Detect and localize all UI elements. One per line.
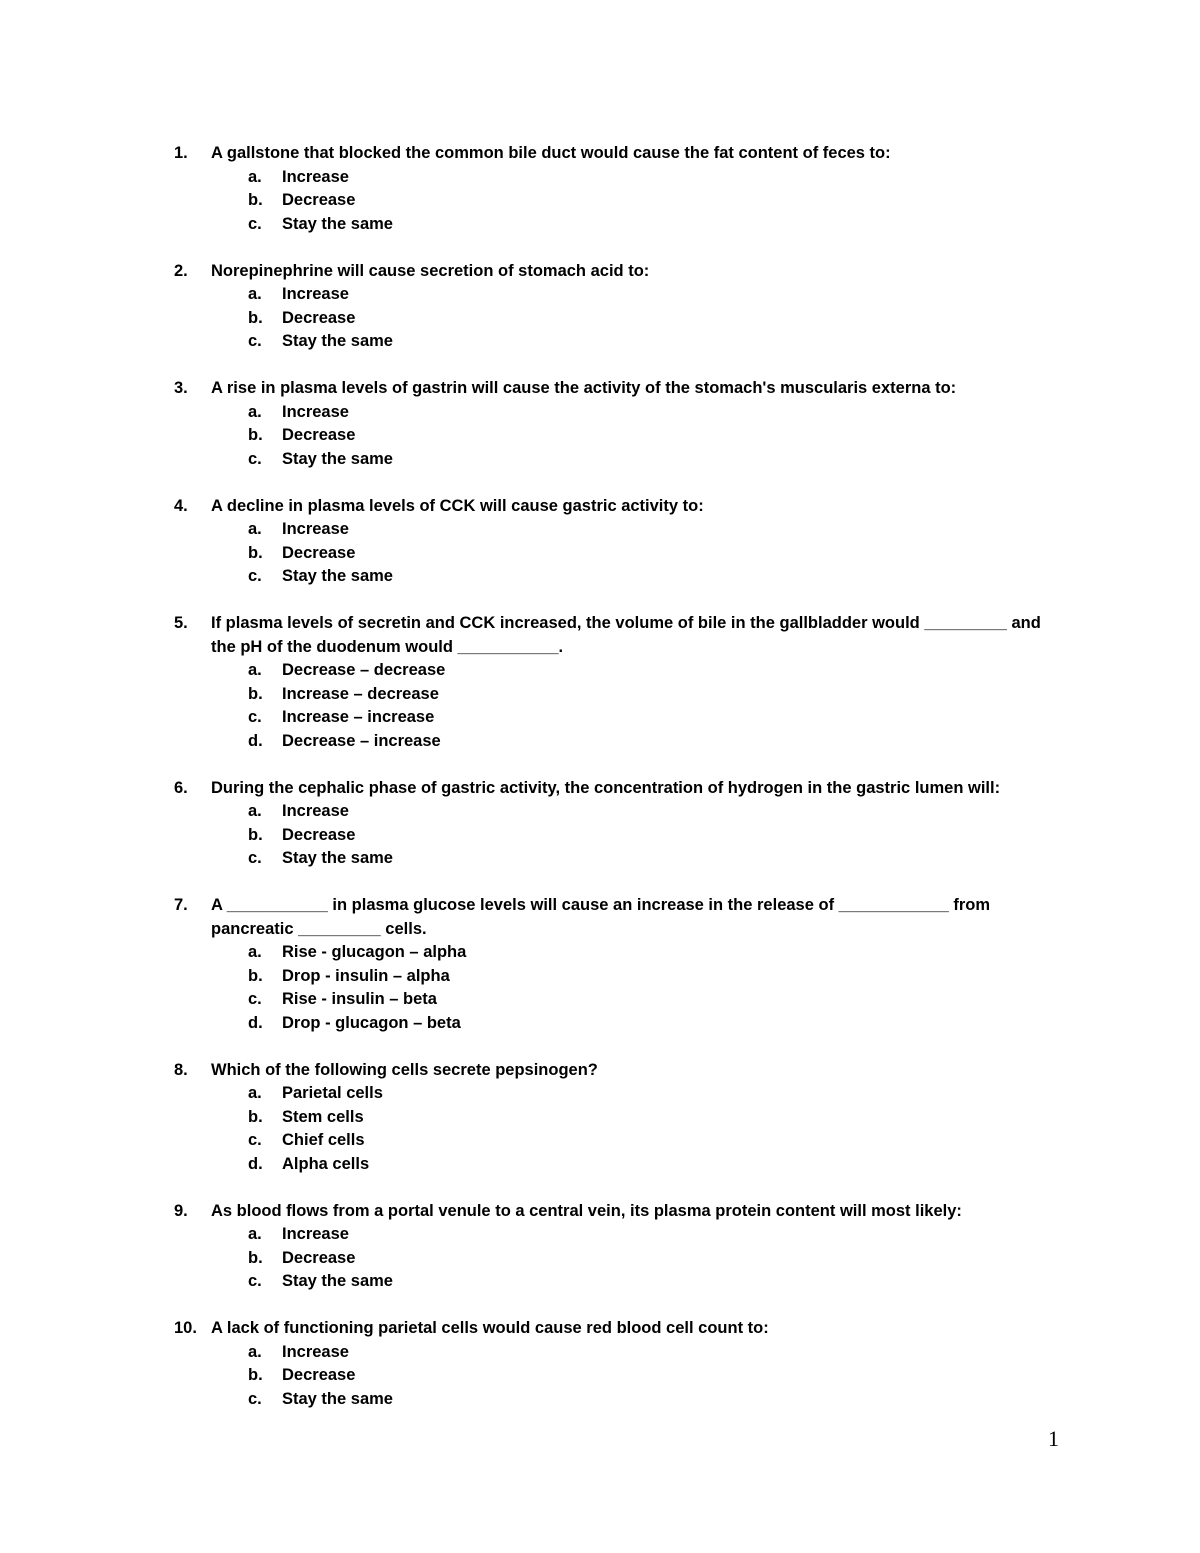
option-letter: b. <box>248 191 263 209</box>
option-letter: b. <box>248 543 263 562</box>
option-text: Drop - glucagon – beta <box>282 1013 461 1032</box>
question-list <box>174 142 1054 1435</box>
option-letter: a. <box>248 1084 262 1102</box>
question-item <box>174 495 1054 589</box>
option-letter: b. <box>248 684 263 703</box>
question-number: 2. <box>174 261 188 280</box>
option-letter: d. <box>248 1154 263 1173</box>
option-text: Decrease <box>282 825 356 844</box>
question-number: 4. <box>174 496 188 515</box>
question-line <box>174 1059 1054 1083</box>
option-text: Decrease – decrease <box>282 661 446 679</box>
answer-option <box>248 1106 1054 1130</box>
question-item <box>174 142 1054 236</box>
option-letter: d. <box>248 1013 263 1032</box>
option-letter: c. <box>248 990 262 1008</box>
option-text: Rise - glucagon – alpha <box>282 943 467 961</box>
answer-option <box>248 1082 1054 1106</box>
answer-option <box>248 307 1054 331</box>
option-text: Stay the same <box>282 567 393 585</box>
question-number: 8. <box>174 1060 188 1079</box>
answer-option <box>248 824 1054 848</box>
answer-option <box>248 941 1054 965</box>
option-letter: b. <box>248 1107 263 1126</box>
option-text: Drop - insulin – alpha <box>282 966 450 985</box>
option-letter: b. <box>248 1366 263 1384</box>
question-number: 7. <box>174 896 188 914</box>
option-letter: b. <box>248 966 263 985</box>
answer-option <box>248 1270 1054 1294</box>
option-letter: b. <box>248 825 263 844</box>
option-text: Stem cells <box>282 1107 364 1126</box>
answer-option <box>248 1341 1054 1365</box>
option-text: Increase <box>282 802 349 820</box>
question-item <box>174 1200 1054 1294</box>
answer-option <box>248 401 1054 425</box>
option-letter: a. <box>248 943 262 961</box>
question-line <box>174 612 1054 659</box>
option-text: Decrease <box>282 1248 356 1267</box>
question-number: 6. <box>174 778 188 797</box>
option-letter: a. <box>248 167 262 186</box>
answer-option <box>248 330 1054 354</box>
answer-option <box>248 988 1054 1012</box>
option-text: Decrease <box>282 308 356 327</box>
option-text: Increase <box>282 1342 349 1361</box>
question-text: During the cephalic phase of gastric activity, the concentration of hydrogen in the gastric lumen will: <box>211 778 1001 797</box>
answer-option <box>248 706 1054 730</box>
question-text: A ___________ in plasma glucose levels will cause an increase in the release of ____________ from pancreatic _________ cells. <box>211 896 995 938</box>
question-text: A decline in plasma levels of CCK will cause gastric activity to: <box>211 496 704 515</box>
question-number: 5. <box>174 614 188 632</box>
answer-option <box>248 189 1054 213</box>
option-text: Stay the same <box>282 214 393 233</box>
answer-option <box>248 659 1054 683</box>
question-item <box>174 260 1054 354</box>
question-item <box>174 1317 1054 1411</box>
option-text: Increase <box>282 285 349 303</box>
option-letter: a. <box>248 661 262 679</box>
answer-option <box>248 565 1054 589</box>
question-item <box>174 612 1054 753</box>
answer-option <box>248 1388 1054 1412</box>
answer-option <box>248 847 1054 871</box>
option-text: Increase <box>282 402 349 421</box>
question-line <box>174 777 1054 801</box>
question-text: Norepinephrine will cause secretion of stomach acid to: <box>211 261 650 280</box>
question-item <box>174 377 1054 471</box>
question-text: A gallstone that blocked the common bile duct would cause the fat content of feces to: <box>211 144 891 162</box>
option-text: Chief cells <box>282 1131 365 1149</box>
option-letter: b. <box>248 308 263 327</box>
answer-option <box>248 800 1054 824</box>
option-letter: c. <box>248 332 262 350</box>
answer-option <box>248 1364 1054 1388</box>
answer-option <box>248 1223 1054 1247</box>
option-letter: c. <box>248 214 262 233</box>
question-line <box>174 377 1054 401</box>
option-text: Parietal cells <box>282 1084 383 1102</box>
option-text: Stay the same <box>282 1272 393 1290</box>
page-number: 1 <box>1048 1426 1059 1451</box>
question-text: As blood flows from a portal venule to a central vein, its plasma protein content will most likely: <box>211 1201 962 1220</box>
option-text: Decrease <box>282 1366 356 1384</box>
question-line <box>174 260 1054 284</box>
question-item <box>174 894 1054 1035</box>
option-letter: c. <box>248 567 262 585</box>
option-text: Increase <box>282 1225 349 1243</box>
option-text: Increase – increase <box>282 708 435 726</box>
question-line <box>174 1200 1054 1224</box>
option-text: Decrease – increase <box>282 731 441 750</box>
option-text: Decrease <box>282 191 356 209</box>
option-letter: c. <box>248 849 262 867</box>
option-letter: c. <box>248 449 262 468</box>
answer-option <box>248 1129 1054 1153</box>
question-item <box>174 1059 1054 1177</box>
option-letter: a. <box>248 285 262 303</box>
option-text: Stay the same <box>282 332 393 350</box>
question-number: 9. <box>174 1201 188 1220</box>
answer-option <box>248 213 1054 237</box>
answer-option <box>248 283 1054 307</box>
question-number: 1. <box>174 144 188 162</box>
option-letter: c. <box>248 708 262 726</box>
option-letter: b. <box>248 426 263 444</box>
question-text: A lack of functioning parietal cells would cause red blood cell count to: <box>211 1319 769 1337</box>
option-letter: a. <box>248 520 262 538</box>
option-text: Alpha cells <box>282 1154 370 1173</box>
question-line <box>174 495 1054 519</box>
question-item <box>174 777 1054 871</box>
question-line <box>174 1317 1054 1341</box>
answer-option <box>248 1012 1054 1036</box>
answer-option <box>248 166 1054 190</box>
option-letter: a. <box>248 1342 262 1361</box>
answer-option <box>248 683 1054 707</box>
answer-option <box>248 730 1054 754</box>
option-letter: a. <box>248 802 262 820</box>
option-letter: c. <box>248 1389 262 1408</box>
option-letter: a. <box>248 402 262 421</box>
option-text: Decrease <box>282 543 356 562</box>
option-text: Rise - insulin – beta <box>282 990 437 1008</box>
question-text: If plasma levels of secretin and CCK increased, the volume of bile in the gallbladder would _________ and the pH of the duodenum would ___________. <box>211 614 1046 656</box>
option-text: Decrease <box>282 426 356 444</box>
option-letter: d. <box>248 731 263 750</box>
option-text: Stay the same <box>282 1389 393 1408</box>
answer-option <box>248 1247 1054 1271</box>
option-letter: b. <box>248 1248 263 1267</box>
option-letter: c. <box>248 1272 262 1290</box>
answer-option <box>248 965 1054 989</box>
question-text: A rise in plasma levels of gastrin will cause the activity of the stomach's muscularis externa to: <box>211 379 957 397</box>
option-text: Increase <box>282 167 349 186</box>
question-number: 3. <box>174 379 188 397</box>
question-number: 10. <box>174 1319 197 1337</box>
question-line <box>174 142 1054 166</box>
answer-option <box>248 424 1054 448</box>
option-letter: c. <box>248 1131 262 1149</box>
option-text: Increase <box>282 520 349 538</box>
option-letter: a. <box>248 1225 262 1243</box>
answer-option <box>248 542 1054 566</box>
option-text: Stay the same <box>282 849 393 867</box>
option-text: Stay the same <box>282 449 393 468</box>
answer-option <box>248 1153 1054 1177</box>
question-text: Which of the following cells secrete pepsinogen? <box>211 1060 598 1079</box>
answer-option <box>248 518 1054 542</box>
answer-option <box>248 448 1054 472</box>
question-line <box>174 894 1054 941</box>
option-text: Increase – decrease <box>282 684 439 703</box>
